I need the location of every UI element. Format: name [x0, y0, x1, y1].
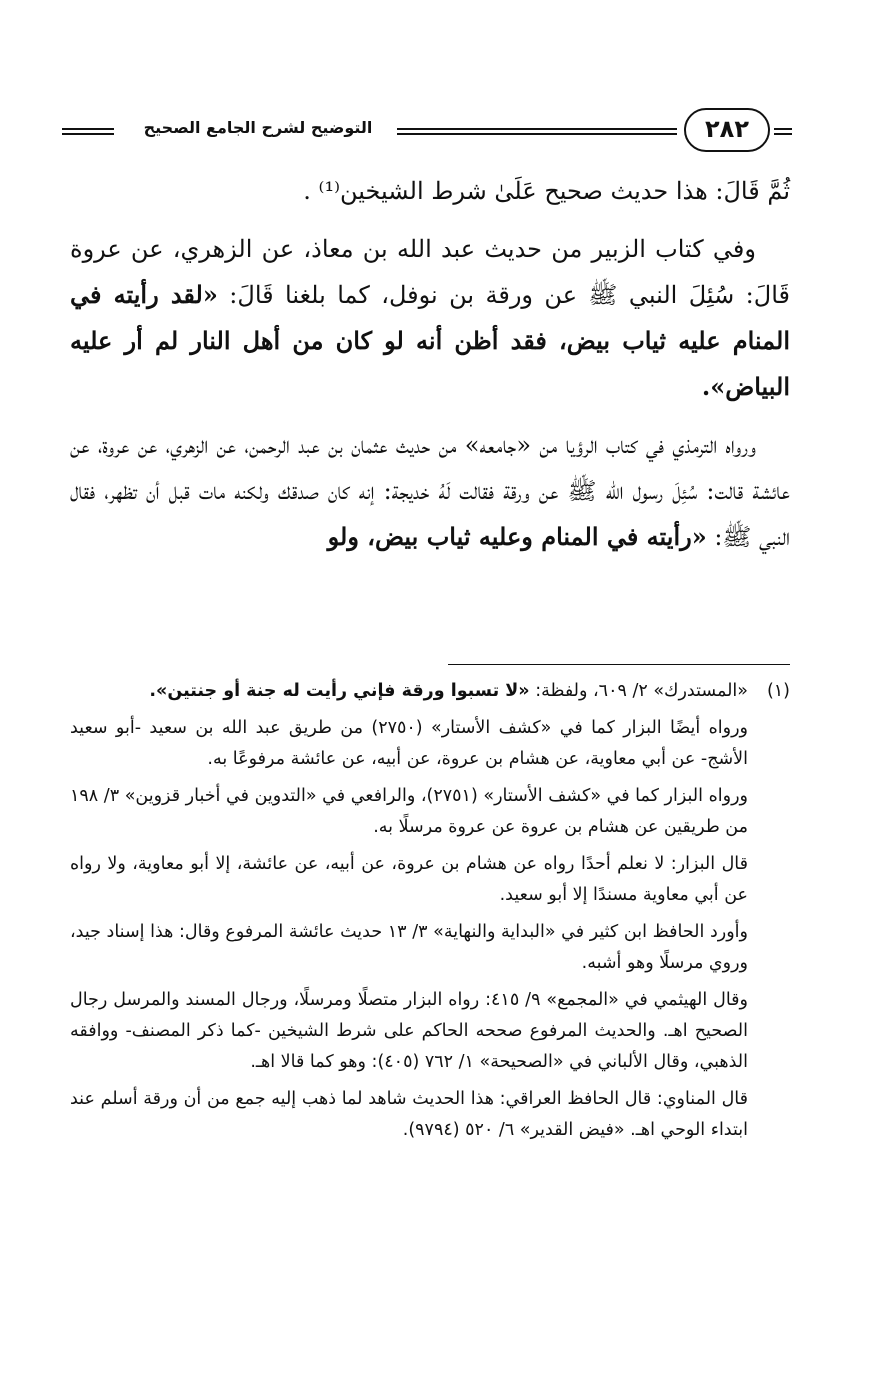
footnotes: [70, 676, 790, 1152]
paragraph-2-text: وفي كتاب الزبير من حديث عبد الله بن معاذ، عن الزهري، عن عروة قَالَ: سُئِلَ النبي ﷺ عن ورقة بن نوفل، كما بلغنا قَالَ:: [70, 235, 790, 309]
footnote-para-2: ورواه أيضًا البزار كما في «كشف الأستار» (٢٧٥٠) من طريق عبد الله بن سعيد -أبو سعيد الأشج- عن أبي معاوية، عن هشام بن عروة، عن أبيه، عن عائشة مرفوعًا به.: [70, 718, 749, 769]
main-text: [70, 168, 790, 572]
footnote-body: [70, 676, 748, 1146]
paragraph-3-quote: «رأيته في المنام وعليه ثياب بيض، ولو: [327, 522, 707, 551]
footnote-para-1: [70, 676, 748, 707]
footnote-para-6: وقال الهيثمي في «المجمع» ٩/ ٤١٥: رواه البزار متصلًا ومرسلًا، ورجال المسند والمرسل رجال الصحيح اهـ. والحديث المرفوع صححه الحاكم على شرط الشيخين -كما ذكر المصنف- ووافقه الذهبي، وقال الألباني في «الصحيحة» ١/ ٧٦٢ (٤٠٥): وهو كما قالا اهـ.: [70, 990, 748, 1072]
running-title: التوضيح لشرح الجامع الصحيح: [143, 118, 373, 137]
page-number: ٢٨٢: [684, 108, 770, 152]
header-rule-right: [774, 128, 792, 135]
paragraph-1: ثُمَّ قَالَ: هذا حديث صحيح عَلَىٰ شرط الشيخين⁽¹⁾ .: [303, 177, 790, 205]
footnote-para-4: قال البزار: لا نعلم أحدًا رواه عن هشام بن عروة، عن أبيه، عن عائشة، إلا أبو معاوية، ولا رواه عن أبي معاوية مسندًا إلا أبو سعيد.: [70, 854, 748, 905]
footnote-para-7: قال المناوي: قال الحافظ العراقي: هذا الحديث شاهد لما ذهب إليه جمع من أن ورقة أسلم عند ابتداء الوحي اهـ. «فيض القدير» ٦/ ٥٢٠ (٩٧٩٤).: [70, 1089, 748, 1140]
paragraph-3: [70, 422, 790, 560]
footnote-para-1-quote: «لا تسبوا ورقة فإني رأيت له جنة أو جنتين».: [149, 681, 530, 701]
footnote-label: (١): [766, 681, 790, 701]
paragraph-3-text: ورواه الترمذي في كتاب الرؤيا من «جامعه» من حديث عثمان بن عبد الرحمن، عن الزهري، عن عروة، عن عائشة قالت: سُئِلَ رسول الله ﷺ عن ورقة فقالت لَهُ خديجة: إنه كان صدقك ولكنه مات قبل أن تظهر، فقال النبي ﷺ:: [70, 431, 790, 551]
paragraph-2: [70, 226, 790, 410]
footnote-para-1-text: «المستدرك» ٢/ ٦٠٩، ولفظة:: [529, 681, 748, 701]
footnote-separator: [448, 664, 790, 665]
page-header: [62, 108, 792, 154]
header-rule-left: [62, 128, 114, 135]
footnote-para-5: وأورد الحافظ ابن كثير في «البداية والنهاية» ٣/ ١٣ حديث عائشة المرفوع وقال: هذا إسناد جيد، وروي مرسلًا وهو أشبه.: [70, 922, 748, 973]
header-rule-middle: [397, 128, 677, 135]
footnote-para-3: ورواه البزار كما في «كشف الأستار» (٢٧٥١)، والرافعي في «التدوين في أخبار قزوين» ٣/ ١٩٨ من طريقين عن هشام بن عروة عن عروة مرسلًا به.: [70, 786, 748, 837]
paragraph-2-quote: «لقد رأيته في المنام عليه ثياب بيض، فقد أظن أنه لو كان من أهل النار لم أر عليه البياض».: [70, 280, 790, 401]
